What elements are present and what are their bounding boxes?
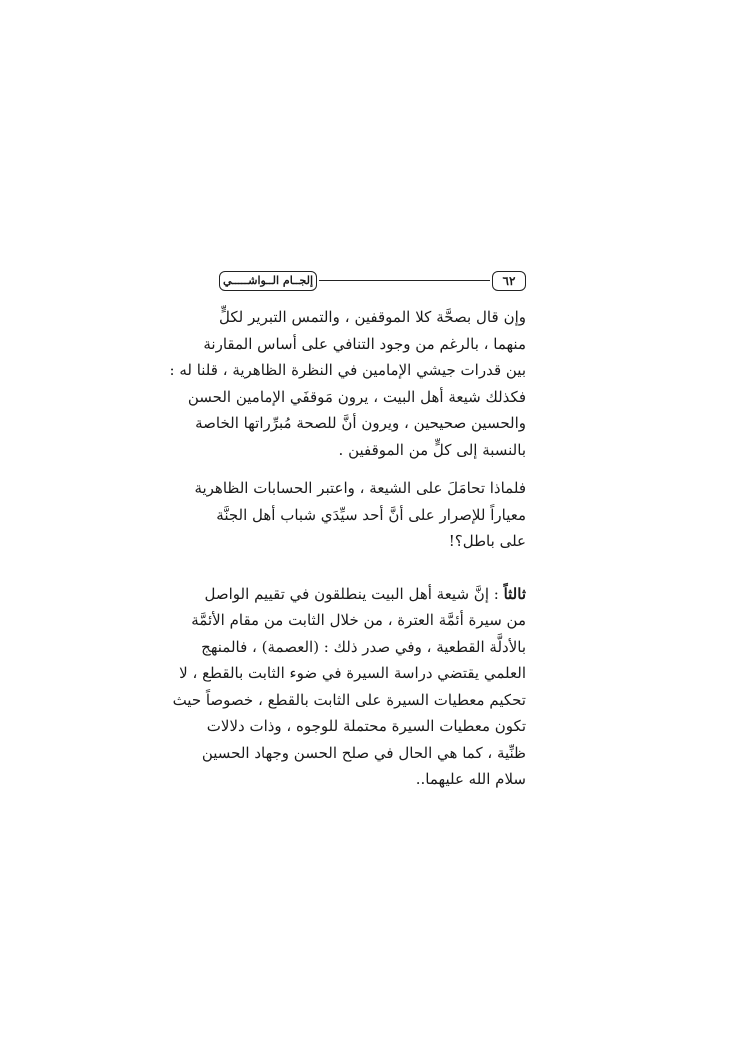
page-number: ٦٢ [492, 271, 526, 291]
page-body [169, 300, 526, 793]
paragraph-1 [169, 304, 526, 463]
paragraph-3 [172, 581, 526, 793]
text-line: ظنِّية ، كما هي الحال في صلح الحسن وجهاد الحسين [201, 743, 526, 762]
book-title: إلجــام الــواشـــــي [219, 271, 317, 291]
header-rule [319, 280, 490, 281]
paragraph-lead-word: ثالثاً [503, 584, 526, 603]
text-line: تكون معطيات السيرة محتملة للوجوه ، وذات دلالات [206, 717, 526, 735]
text-line-lead [204, 581, 526, 608]
text-line-rest: : إنَّ شيعة أهل البيت ينطلقون في تقييم الواصل [204, 584, 504, 603]
text-line: تحكيم معطيات السيرة على الثابت بالقطع ، خصوصاً حيث [172, 690, 526, 709]
text-line: سلام الله عليهما.. [415, 770, 526, 788]
text-line: العلمي يقتضي دراسة السيرة في ضوء الثابت بالقطع ، لا [179, 664, 526, 682]
text-line: بين قدرات جيشي الإمامين في النظرة الظاهرية ، قلنا له : [169, 361, 526, 379]
text-line: فلماذا تحامَلَ على الشيعة ، واعتبر الحسابات الظاهرية [194, 479, 526, 497]
text-line: معياراً للإصرار على أنَّ أحد سيِّدَي شباب أهل الجنَّة [216, 505, 526, 524]
text-line: بالأدلَّة القطعية ، وفي صدر ذلك : (العصمة) ، فالمنهج [201, 637, 526, 656]
text-line: وإن قال بصحَّة كلا الموقفين ، والتمس التبرير لكلٍّ [219, 308, 526, 326]
text-line: فكذلك شيعة أهل البيت ، يرون مَوقفَي الإمامين الحسن [187, 387, 526, 406]
text-line: على باطل؟! [448, 532, 526, 550]
text-line: والحسين صحيحين ، ويرون أنَّ للصحة مُبرِّراتها الخاصة [195, 414, 526, 432]
text-line: منهما ، بالرغم من وجود التنافي على أساس المقارنة [203, 334, 526, 353]
text-line: من سيرة أئمَّة العترة ، من خلال الثابت من مقام الأئمَّة [191, 611, 526, 629]
paragraph-2 [194, 475, 526, 555]
text-line: بالنسبة إلى كلٍّ من الموقفين . [338, 440, 526, 459]
page-header [219, 270, 526, 292]
